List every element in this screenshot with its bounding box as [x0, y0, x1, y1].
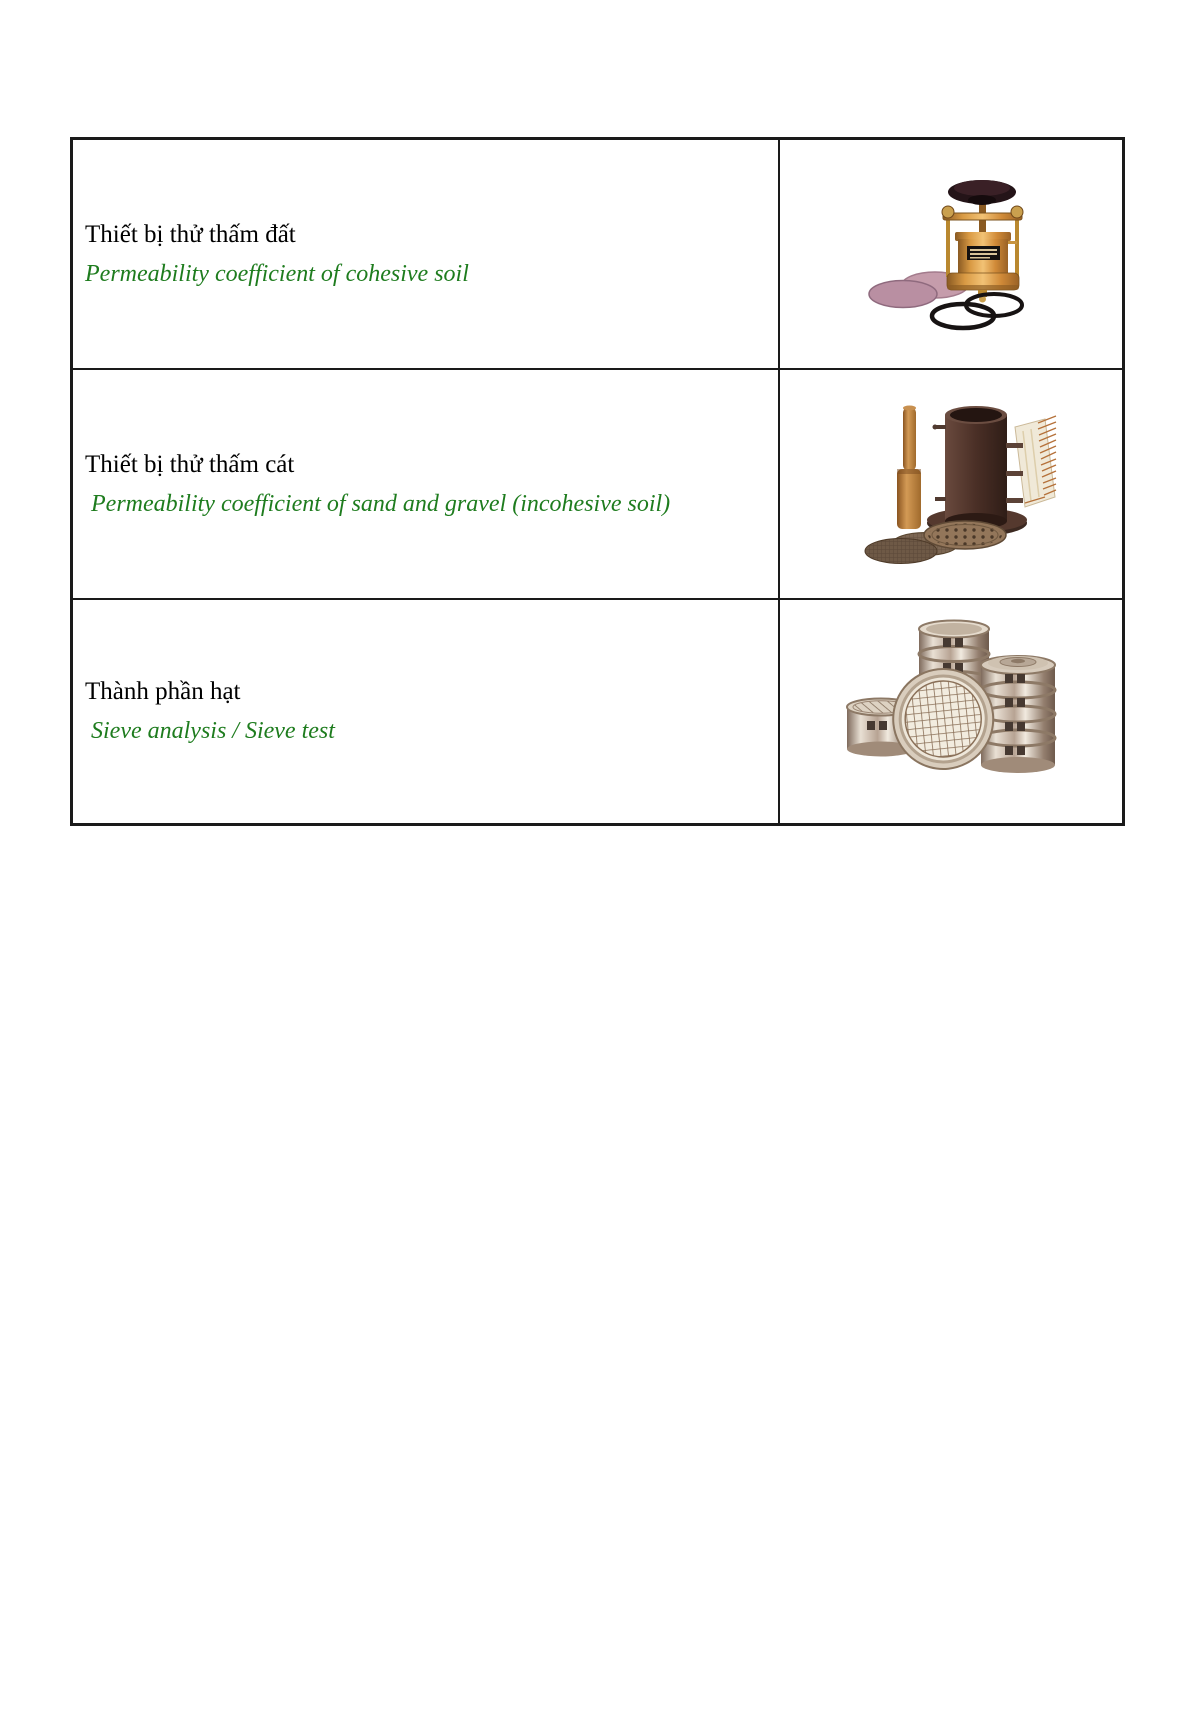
table-row [73, 368, 1122, 598]
permeameter-cylinder [933, 406, 1024, 529]
row3-title-vi: Thành phần hạt [85, 678, 241, 705]
sieve-test-set-photo [839, 613, 1063, 781]
row2-text-cell [73, 370, 778, 598]
row1-title-vi: Thiết bị thử thấm đất [85, 220, 296, 248]
table-row [73, 140, 1122, 368]
row2-subtitle-en: Permeability coefficient of sand and gravel (incohesive soil) [85, 490, 671, 517]
wooden-tamper [897, 406, 921, 530]
row2-image-cell [778, 370, 1122, 598]
cohesive-soil-permeameter-photo [851, 175, 1051, 333]
sand-gravel-permeameter-photo [845, 401, 1057, 567]
row3-text-cell [73, 600, 778, 823]
perforated-disc [924, 521, 1006, 549]
row3-subtitle-en: Sieve analysis / Sieve test [85, 718, 335, 744]
table-row [73, 598, 1122, 823]
wire-comb-rack [1015, 416, 1056, 507]
rubber-o-rings [932, 294, 1022, 328]
row1-text-cell [73, 140, 778, 368]
permeameter-body [942, 180, 1023, 303]
row1-image-cell [778, 140, 1122, 368]
row1-subtitle-en: Permeability coefficient of cohesive soil [85, 260, 469, 287]
row2-title-vi: Thiết bị thử thấm cát [85, 450, 295, 478]
equipment-table [70, 137, 1125, 826]
row3-image-cell [778, 600, 1122, 823]
